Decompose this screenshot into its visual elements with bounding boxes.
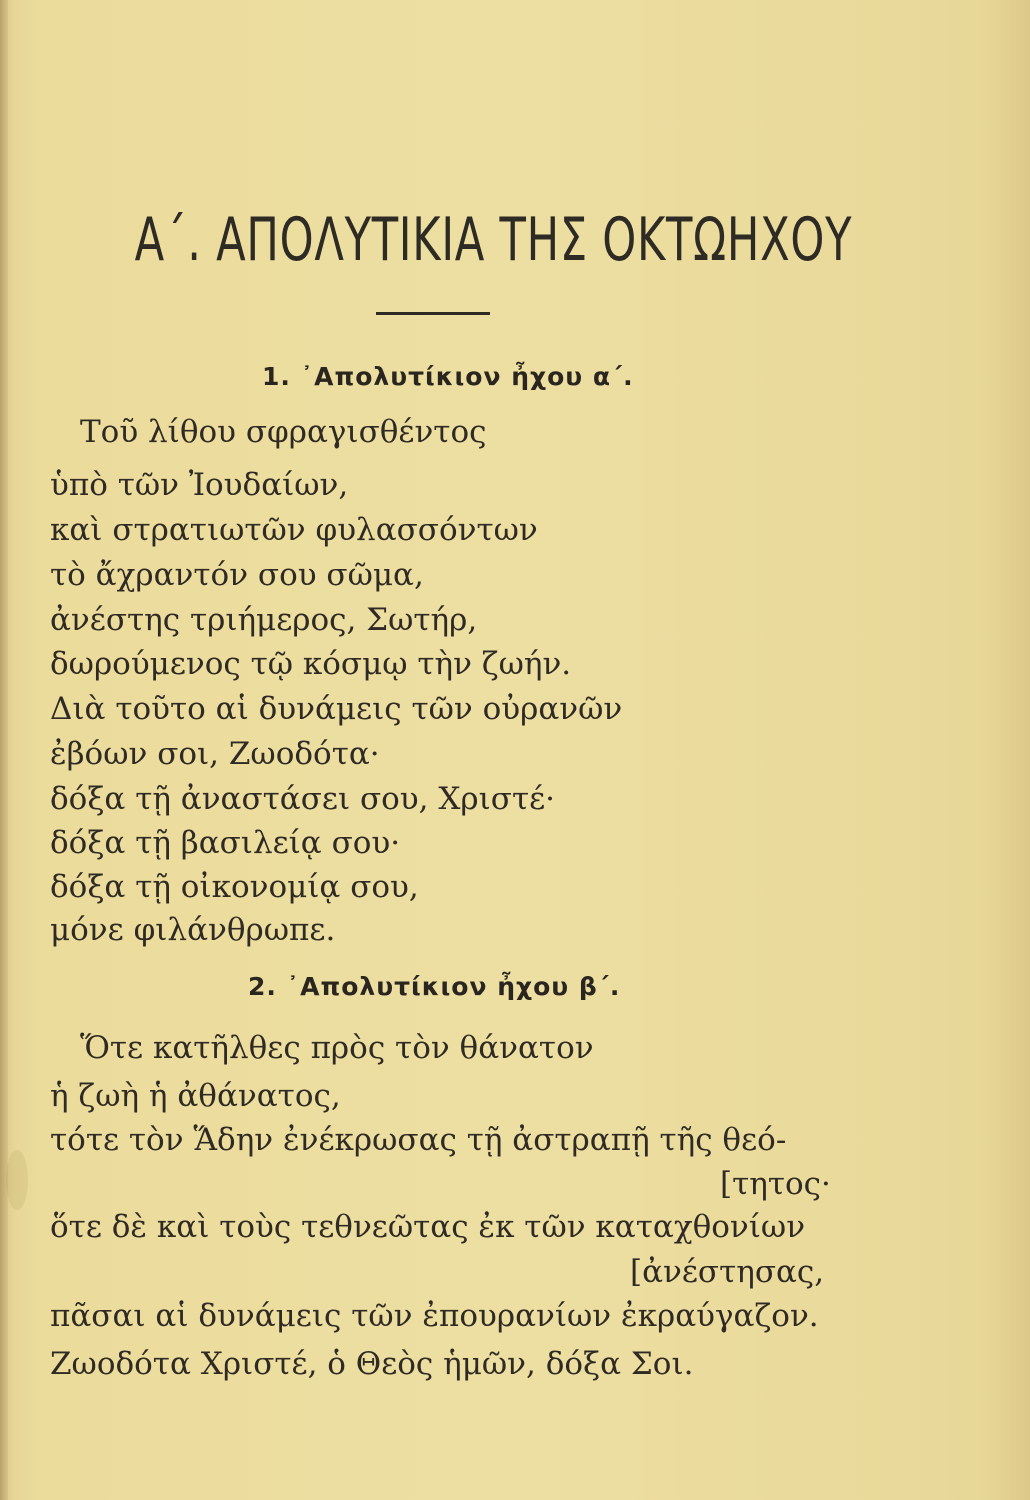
verse-line: ὑπὸ τῶν Ἰουδαίων,	[50, 467, 349, 503]
verse-line: τὸ ἄχραντόν σου σῶμα,	[50, 557, 424, 593]
verse-line: ἡ ζωὴ ἡ ἀθάνατος,	[50, 1078, 341, 1114]
verse-line: δόξα τῇ βασιλείᾳ σου·	[50, 825, 401, 861]
verse-line: Ζωοδότα Χριστέ, ὁ Θεὸς ἡμῶν, δόξα Σοι.	[50, 1346, 694, 1382]
verse-line: δόξα τῇ οἰκονομίᾳ σου,	[50, 869, 419, 905]
verse-line: [τητος·	[720, 1166, 831, 1202]
section-heading-1: 1. ᾿Απολυτίκιον ἦχου α΄.	[262, 362, 634, 391]
verse-line: δωρούμενος τῷ κόσμῳ τὴν ζωήν.	[50, 646, 572, 682]
verse-line: ἀνέστης τριήμερος, Σωτήρ,	[50, 602, 478, 638]
verse-line: Διὰ τοῦτο αἱ δυνάμεις τῶν οὐρανῶν	[50, 691, 623, 727]
verse-line: ὅτε δὲ καὶ τοὺς τεθνεῶτας ἐκ τῶν καταχθονίων	[50, 1209, 806, 1245]
verse-line: Ὅτε κατῆλθες πρὸς τὸν θάνατον	[80, 1030, 594, 1066]
title-rule	[376, 312, 490, 315]
verse-line: Τοῦ λίθου σφραγισθέντος	[80, 414, 487, 450]
page-edge	[0, 0, 8, 1500]
section-heading-2: 2. ᾿Απολυτίκιον ἦχου β΄.	[248, 972, 621, 1001]
page-title: Α΄. ΑΠΟΛΥΤΙΚΙΑ ΤΗΣ ΟΚΤΩΗΧΟΥ	[134, 205, 853, 275]
verse-line: δόξα τῇ ἀναστάσει σου, Χριστέ·	[50, 781, 556, 817]
verse-line: μόνε φιλάνθρωπε.	[50, 912, 336, 948]
verse-line: τότε τὸν Ἅδην ἐνέκρωσας τῇ ἀστραπῇ τῆς θεό-	[50, 1122, 787, 1158]
paper-stain	[6, 1150, 28, 1210]
verse-line: ἐβόων σοι, Ζωοδότα·	[50, 736, 380, 772]
verse-line: [ἀνέστησας,	[630, 1254, 825, 1290]
verse-line: πᾶσαι αἱ δυνάμεις τῶν ἐπουρανίων ἐκραύγαζον.	[50, 1298, 819, 1334]
verse-line: καὶ στρατιωτῶν φυλασσόντων	[50, 512, 538, 548]
